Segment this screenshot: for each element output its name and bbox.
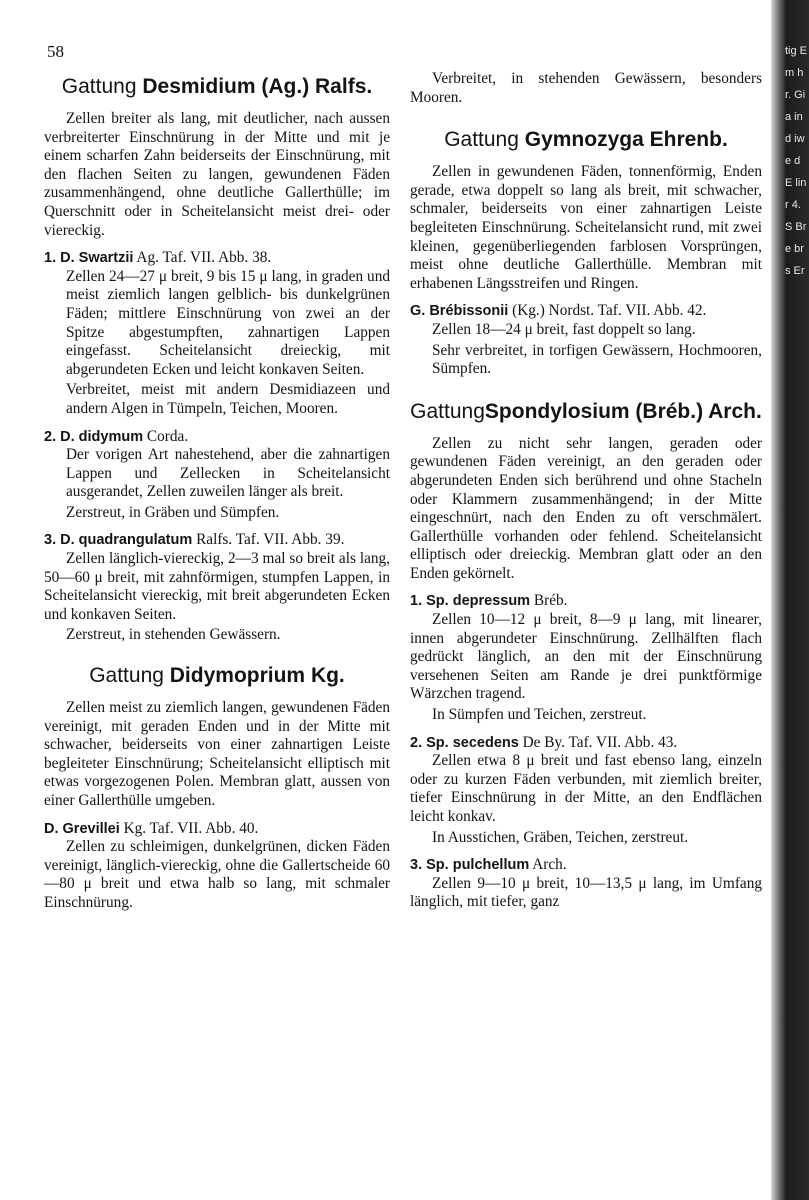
species-paragraph: Zellen etwa 8 μ breit und fast ebenso lang, einzeln oder zu kurzen Fäden verbunden, mit ziemlich breiter, tiefer Einschnürung in der Mitte, an den Endflächen leicht konkav. [410,752,762,825]
species-entry [44,820,390,913]
genus-heading [410,399,762,425]
species-paragraph: Zerstreut, in stehenden Gewässern. [66,626,281,644]
genus-desmidium [44,74,390,645]
species-authority: Ralfs. Taf. VII. Abb. 39. [192,531,345,549]
species-paragraph: Verbreitet, meist mit andern Desmidiazeen und andern Algen in Tümpeln, Teichen, Mooren. [66,381,390,417]
species-name: G. Brébissonii [410,303,509,320]
species-entry [44,428,390,523]
species-paragraph: In Ausstichen, Gräben, Teichen, zerstreut. [432,828,689,846]
genus-heading-prefix: Gattung [444,128,525,152]
genus-heading-name: Didymoprium Kg. [169,664,345,688]
species-heading [410,302,762,321]
page-edge-shadow [771,0,809,1200]
species-heading [410,592,762,611]
species-paragraph: Zellen 24—27 μ breit, 9 bis 15 μ lang, in graden und meist ziemlich langen gelblich- bis dunkelgrünen Fäden; mittlere Einschnürung von zwei an der Spitze abgestumpften, zahnartigen Lappen eingefasst. Scheitelansicht dreieckig, mit abgerundeten Ecken und leicht konkaven Seiten. [66,267,390,378]
adjacent-page-text: tig Em hr. Gi a in d iwe dE lin r 4. S Bre br s Er [785,45,807,277]
species-authority: Bréb. [530,592,568,610]
species-paragraph: In Sümpfen und Teichen, zerstreut. [432,706,647,724]
species-paragraph: Zellen 10—12 μ breit, 8—9 μ lang, mit linearer, innen abgerundeter Einschnürung. Zellhälften flach gedrückt länglich, an den mit der Einschnürung versehenen Seiten am Rande je drei punktförmige Wärzchen tragend. [410,611,762,703]
genus-heading-prefix: Gattung [410,399,485,423]
species-authority: (Kg.) Nordst. Taf. VII. Abb. 42. [508,302,707,320]
species-name: 2. D. didymum [44,428,144,445]
page-number: 58 [47,42,64,61]
genus-description: Zellen meist zu ziemlich langen, gewundenen Fäden vereinigt, mit geraden Enden und in der Mitte mit schwacher, beiderseits von einer zahnartigen Leiste begleiteter Einschnürung; Scheitelansicht elliptisch mit etwas vorgezogenen Polen. Membran glatt, aussen von einer Gallerthülle umgeben. [44,699,390,809]
genus-heading-name: Spondylosium (Bréb.) Arch. [484,399,762,423]
species-heading [44,531,390,550]
genus-heading-name: Desmidium (Ag.) Ralfs. [142,75,373,98]
species-name: 2. Sp. secedens [410,734,519,751]
species-paragraph: Zerstreut, in Gräben und Sümpfen. [66,503,280,521]
species-authority: Corda. [143,427,189,445]
species-authority: De By. Taf. VII. Abb. 43. [518,733,678,751]
species-entry [44,531,390,645]
species-name: 3. D. quadrangulatum [44,532,193,549]
species-name: 1. D. Swartzii [44,250,134,267]
species-heading [410,856,762,875]
species-paragraph: Zellen länglich-viereckig, 2—3 mal so breit als lang, 50—60 μ breit, mit zahnförmigen, stumpfen Lappen, in Scheitelansicht viereckig, mit breit abgerundeten Ecken und konkaven Seiten. [44,550,390,623]
species-heading [410,734,762,753]
species-name: D. Grevillei [44,820,120,837]
species-entry [410,302,762,378]
left-column [44,62,390,918]
genus-spondylosium [410,399,762,912]
species-authority: Kg. Taf. VII. Abb. 40. [119,819,259,837]
species-name: 1. Sp. depressum [410,593,531,610]
species-paragraph: Sehr verbreitet, in torfigen Gewässern, Hochmooren, Sümpfen. [432,341,762,378]
genus-heading [44,74,390,100]
species-authority: Arch. [529,856,567,874]
genus-description: Zellen in gewundenen Fäden, tonnenförmig, Enden gerade, etwa doppelt so lang als breit, mit schwacher, schmaler, beiderseits von einer zahnartigen Leiste begleiteten Einschnürung. Scheitelansicht rund, mit zwei kleinen, gegenüberliegenden farblosen Vorsprüngen, meist ohne deutliche Gallerthülle. Membran mit erhabenen Längsstreifen und Ringen. [410,163,762,292]
right-column [410,62,762,917]
genus-heading-name: Gymnozyga Ehrenb. [524,128,728,152]
species-paragraph: Zellen 9—10 μ breit, 10—13,5 μ lang, im Umfang länglich, mit tiefer, ganz [410,874,762,911]
species-heading [44,428,390,447]
genus-heading [410,127,762,153]
species-authority: Ag. Taf. VII. Abb. 38. [133,249,272,267]
species-entry [410,734,762,848]
species-paragraph: Zellen 18—24 μ breit, fast doppelt so lang. [432,320,696,338]
genus-description: Zellen breiter als lang, mit deutlicher, nach aussen verbreiterter Einschnürung in der Mitte und mit je einem scharfen Zahn beiderseits der Einschnürung, mit den flachen Seiten zu langen, gewundenen Fäden zusammenhängend, ohne deutliche Gallerthülle; im Querschnitt oder in Scheitelansicht meist drei- oder viereckig. [44,110,390,239]
species-name: 3. Sp. pulchellum [410,857,530,874]
genus-description: Zellen zu nicht sehr langen, geraden oder gewundenen Fäden vereinigt, an den geraden oder abgerundeten Enden sich berührend und ohne Stacheln oder Klammern zusammenhängend; in der Mitte eingeschnürt, nach den Enden zu oft verschmälert. Gallerthülle vorhanden oder fehlend. Scheitelansicht elliptisch oder dreieckig. Membran glatt oder an den Enden gekörnelt. [410,434,762,582]
genus-heading [44,663,390,689]
genus-heading-prefix: Gattung [61,75,143,98]
species-paragraph: Zellen zu schleimigen, dunkelgrünen, dicken Fäden vereinigt, länglich-viereckig, ohne die Gallertscheide 60—80 μ breit und etwa halb so lang, mit schmaler Einschnürung. [44,838,390,911]
species-paragraph: Der vorigen Art nahestehend, aber die zahnartigen Lappen und Zellecken in Scheitelansicht ausgerandet, Zellen zuweilen länger als breit. [66,446,390,501]
species-heading [44,820,390,839]
continuation-text: Verbreitet, in stehenden Gewässern, besonders Mooren. [410,70,762,106]
species-entry [410,856,762,912]
genus-didymoprium [44,663,390,913]
genus-gymnozyga [410,127,762,379]
genus-heading-prefix: Gattung [89,664,170,688]
species-entry [44,249,390,418]
species-heading [44,249,390,268]
species-entry [410,592,762,724]
